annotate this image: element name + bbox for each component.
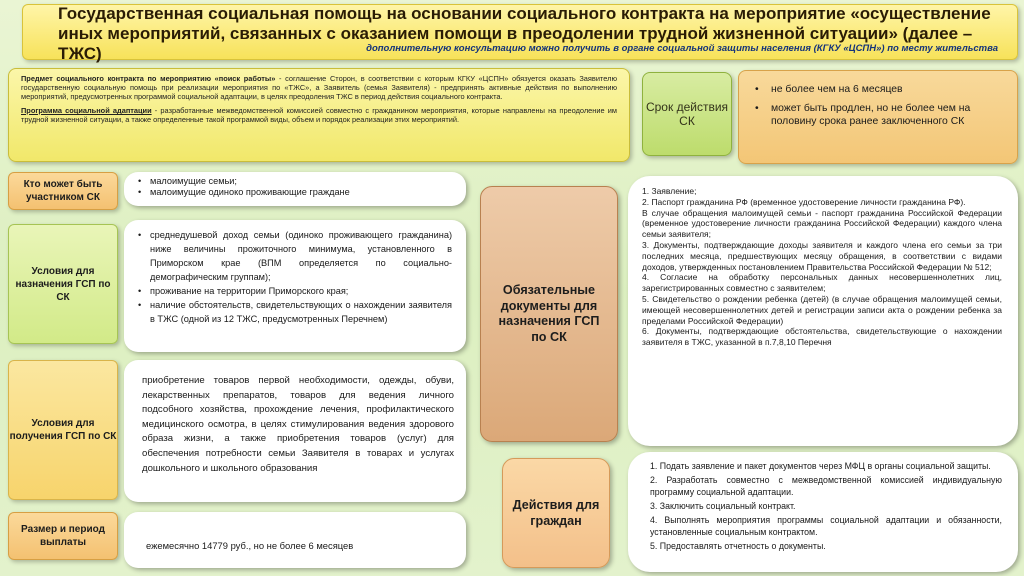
document-item: 6. Документы, подтверждающие обстоятельства, свидетельствующие о нахождении заявителя в ТЖС, указанной в п.7,8,10 Перечня (642, 326, 1002, 348)
actions-box (628, 452, 1018, 572)
contract-subject-text: - соглашение Сторон, в соответствии с которым КГКУ «ЦСПН» обязуется оказать Заявителю государственную социальную помощь при реализации мероприятия по «ТЖС», а Заявитель (семья Заявителя) - предпринять активные действия по выполнению мероприятий, предусмотренных программой социальной адаптации, в целях преодоления ТЖС в период действия социального контракта. (21, 74, 617, 101)
adaptation-program-label: Программа социальной адаптации (21, 106, 152, 115)
receiving-box (124, 360, 466, 502)
action-item: 2. Разработать совместно с межведомственной комиссией индивидуальную программу социальной адаптации. (650, 474, 1002, 497)
documents-box (628, 176, 1018, 446)
participant-item: • малоимущие семьи; (136, 176, 456, 187)
conditions-box (124, 220, 466, 352)
term-box (738, 70, 1018, 164)
term-label: Срок действия СК (645, 100, 729, 128)
document-item: 3. Документы, подтверждающие доходы заявителя и каждого члена его семьи за три последних месяца, предшествующих месяцу обращения, в соответствии с видами доходов, утвержденных постановлением Правительства Российской Федерации № 512; (642, 239, 1002, 272)
receiving-label: Условия для получения ГСП по СК (9, 418, 117, 442)
participants-label-box (8, 172, 118, 210)
participant-item: • малоимущие одиноко проживающие граждане (136, 187, 456, 198)
term-item: • не более чем на 6 месяцев (753, 83, 1003, 96)
amount-text: ежемесячно 14779 руб., но не более 6 месяцев (146, 540, 354, 551)
condition-item: • проживание на территории Приморского края; (136, 284, 452, 298)
conditions-label: Условия для назначения ГСП по СК (15, 265, 111, 303)
adaptation-program-paragraph (21, 106, 617, 124)
document-item: 2. Паспорт гражданина РФ (временное удостоверение личности гражданина РФ). (642, 196, 966, 207)
contract-subject-paragraph (21, 74, 617, 101)
documents-label: Обязательные документы для назначения ГСП по СК (498, 283, 600, 344)
participants-box (124, 172, 466, 206)
actions-label-box (502, 458, 610, 568)
action-item: 3. Заключить социальный контракт. (650, 500, 796, 511)
action-item: 1. Подать заявление и пакет документов через МФЦ в органы социальной защиты. (650, 461, 991, 471)
document-item: В случае обращения малоимущей семьи - паспорт гражданина Российской Федерации (временное удостоверение личности гражданина Российской Федерации) каждого члена семьи заявителя; (642, 207, 1002, 240)
documents-label-box (480, 186, 618, 442)
adaptation-program-text: - разработанные межведомственной комиссией совместно с гражданином мероприятия, которые направлены на преодоление им трудной жизненной ситуации, а также определенные такой программой виды, объем и порядок реализации этих мероприятий. (21, 106, 617, 124)
participants-label: Кто может быть участником СК (23, 179, 103, 203)
page-subtitle: дополнительную консультацию можно получить в органе социальной защиты населения (КГКУ «ЦСПН») по месту жительства (366, 43, 998, 54)
term-item: • может быть продлен, но не более чем на половину срока ранее заключенного СК (753, 102, 1003, 128)
document-item: 5. Свидетельство о рождении ребенка (детей) (в случае обращения малоимущей семьи, имеющей несовершеннолетних детей и регистрации записи акта о рождении ребенка за пределами Российской Федерации) (642, 293, 1002, 326)
condition-item: • среднедушевой доход семьи (одиноко проживающего гражданина) ниже величины прожиточного минимума, установленного в Приморском крае (ВПМ определяется по социально-демографическим группам); (136, 228, 452, 284)
action-item: 5. Предоставлять отчетность о документы. (650, 540, 826, 551)
amount-label-box (8, 512, 118, 560)
receiving-label-box (8, 360, 118, 500)
receiving-text: приобретение товаров первой необходимости, одежды, обуви, лекарственных препаратов, товаров для ведения личного подсобного хозяйства, прохождение лечения, профилактического медицинского осмотра, в целях стимулирования ведения здорового образа жизни, а также приобретения товаров (услуг) для обеспечения потребности семьи Заявителя в товарах и услугах дошкольного и школьного образования (142, 375, 454, 474)
contract-subject-box (8, 68, 630, 162)
amount-label: Размер и период выплаты (21, 524, 105, 548)
document-item: 4. Согласие на обработку персональных данных несовершеннолетних лиц, зарегистрированных совместно с заявителем; (642, 272, 1002, 294)
actions-label: Действия для граждан (512, 498, 600, 528)
contract-subject-label: Предмет социального контракта по мероприятию «поиск работы» (21, 74, 276, 83)
term-label-box (642, 72, 732, 156)
action-item: 4. Выполнять мероприятия программы социальной адаптации и обязанности, установленные социальным контрактом. (650, 514, 1002, 537)
page-title: Государственная социальная помощь на основании социального контракта на мероприятие «осуществление иных мероприятий, связанных с оказанием помощи в преодолении трудной жизненной ситуации» (далее – ТЖС) (58, 4, 991, 63)
amount-box (124, 512, 466, 568)
condition-item: • наличие обстоятельств, свидетельствующих о нахождении заявителя в ТЖС (одной из 12 ТЖС, предусмотренных Перечнем) (136, 298, 452, 326)
conditions-label-box (8, 224, 118, 344)
document-item: 1. Заявление; (642, 186, 697, 196)
